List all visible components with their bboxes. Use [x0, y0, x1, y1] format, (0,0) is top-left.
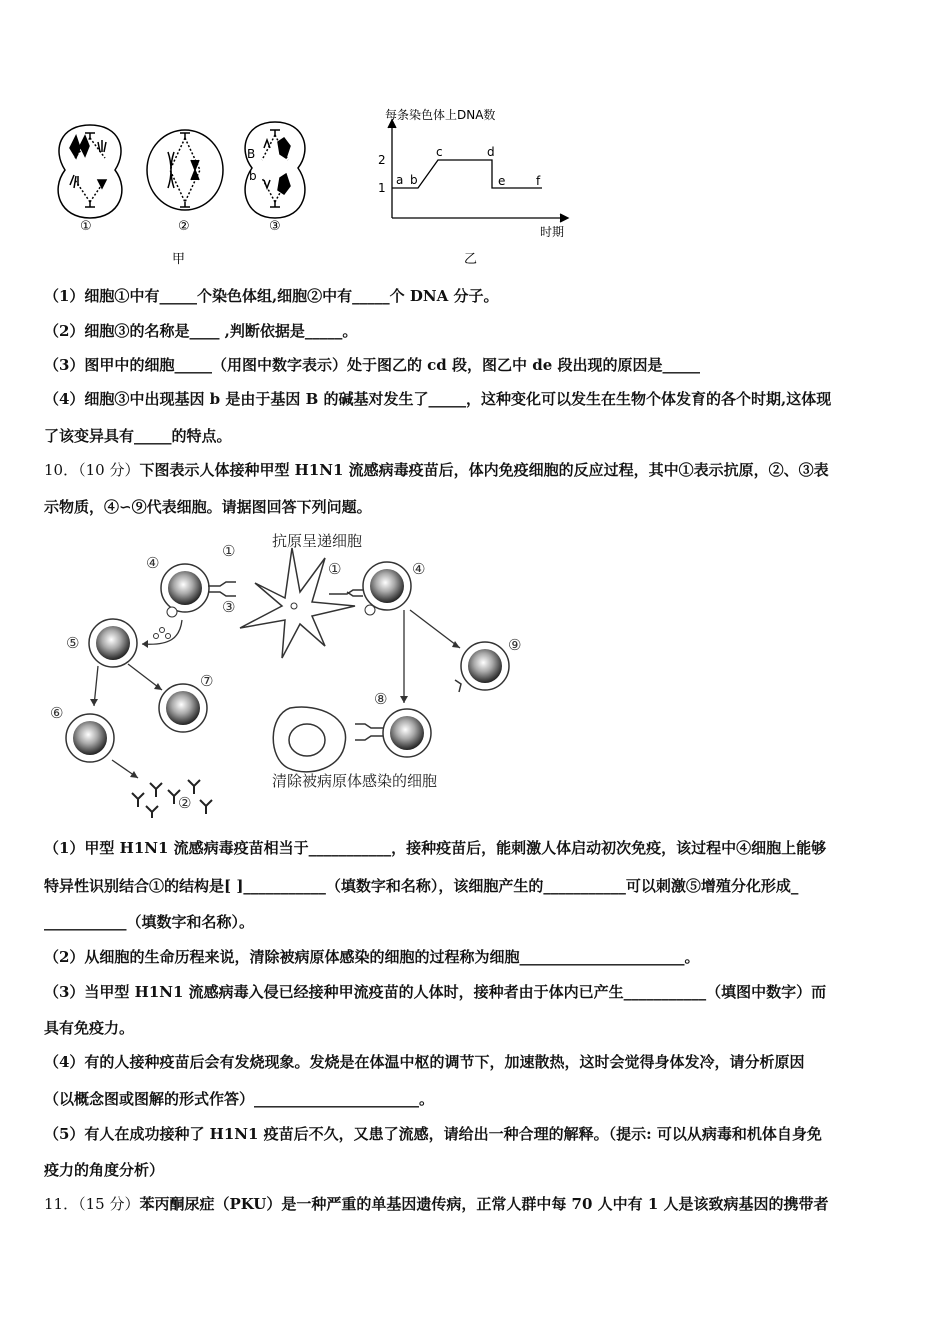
q10-part-2: （2）从细胞的生命历程来说，清除被病原体感染的细胞的过程称为细胞______________________。: [44, 948, 700, 966]
graph-ytick-1: 1: [378, 181, 386, 195]
q10-part-1a: （1）甲型 H1N1 流感病毒疫苗相当于___________，接种疫苗后，能刺激人体启动初次免疫，该过程中④细胞上能够: [44, 839, 827, 857]
marker-7: ⑦: [200, 672, 214, 690]
cell-label-2: ②: [178, 219, 190, 234]
graph-point-a: a: [396, 173, 404, 187]
dna-graph: [388, 120, 568, 222]
marker-1a: ①: [222, 542, 236, 560]
q10-part-5a: （5）有人在成功接种了 H1N1 疫苗后不久，又患了流感，请给出一种合理的解释。（提示: 可以从病毒和机体自身免: [44, 1125, 822, 1143]
graph-xlabel: 时期: [540, 225, 565, 239]
marker-4a: ④: [146, 554, 160, 572]
marker-1b: ①: [328, 560, 342, 578]
graph-point-b: b: [410, 173, 418, 187]
graph-point-f: f: [536, 174, 541, 188]
q10-score: （10 分）: [78, 461, 140, 479]
q9-part-1: （1）细胞①中有_____个染色体组,细胞②中有_____个 DNA 分子。: [44, 287, 499, 305]
q10-number: 10．: [44, 461, 79, 479]
graph-ylabel: 每条染色体上DNA数: [385, 108, 496, 122]
graph-ytick-2: 2: [378, 153, 386, 167]
q11-score: （15 分）: [78, 1195, 140, 1213]
caption-jia: 甲: [172, 252, 186, 267]
gene-label-b: b: [249, 169, 257, 183]
cell-label-1: ①: [80, 219, 92, 234]
q10-part-5b: 疫力的角度分析）: [44, 1161, 165, 1179]
q10-part-4a: （4）有的人接种疫苗后会有发烧现象。发烧是在体温中枢的调节下，加速散热，这时会觉得身体发冷，请分析原因: [44, 1053, 805, 1071]
cell-7: [159, 684, 207, 732]
marker-6: ⑥: [50, 704, 64, 722]
cell-8: [355, 709, 431, 757]
graph-point-e: e: [498, 174, 506, 188]
q10-part-1b: 特异性识别结合①的结构是[ ]___________（填数字和名称），该细胞产生的___________可以刺激⑤增殖分化形成_: [44, 877, 799, 895]
gene-label-B: B: [247, 147, 256, 161]
graph-point-d: d: [487, 145, 495, 159]
q9-part-4b: 了该变异具有_____的特点。: [44, 427, 232, 445]
marker-9: ⑨: [508, 636, 522, 654]
clear-label: 清除被病原体感染的细胞: [272, 772, 438, 790]
caption-yi: 乙: [464, 252, 478, 267]
q10-stem-line1: [44, 460, 829, 480]
q10-part-3a: （3）当甲型 H1N1 流感病毒入侵已经接种甲流疫苗的人体时，接种者由于体内已产生___________（填图中数字）而: [44, 983, 827, 1001]
marker-8: ⑧: [374, 690, 388, 708]
q9-part-3: （3）图甲中的细胞_____（用图中数字表示）处于图乙的 cd 段，图乙中 de 段出现的原因是_____: [44, 356, 700, 374]
apc-label: 抗原呈递细胞: [272, 532, 363, 550]
q9-part-4a: （4）细胞③中出现基因 b 是由于基因 B 的碱基对发生了_____，这种变化可以发生在生物个体发育的各个时期,这体现: [44, 390, 832, 408]
cell-1: [58, 125, 122, 218]
q10-part-4b: （以概念图或图解的形式作答）______________________。: [44, 1090, 435, 1108]
q10-part-1c: ___________（填数字和名称）。: [44, 913, 255, 931]
cell-6: [66, 714, 114, 762]
q10-stem-a: 下图表示人体接种甲型 H1N1 流感病毒疫苗后，体内免疫细胞的反应过程，其中①表示抗原，②、③表: [139, 461, 829, 479]
cell-2: [147, 130, 223, 210]
q9-part-2: （2）细胞③的名称是____ ,判断依据是_____。: [44, 322, 358, 340]
marker-2: ②: [178, 794, 192, 812]
q10-stem-line2: 示物质，④∽⑨代表细胞。请据图回答下列问题。: [44, 498, 372, 516]
antibodies: [132, 780, 212, 818]
cell-9: [455, 642, 509, 692]
immune-response-diagram: [50, 528, 550, 823]
marker-5: ⑤: [66, 634, 80, 652]
marker-3: ③: [222, 598, 236, 616]
q11-number: 11．: [44, 1195, 79, 1213]
q11-stem-text: 苯丙酮尿症（PKU）是一种严重的单基因遗传病，正常人群中每 70 人中有 1 人是该致病基因的携带者: [139, 1195, 829, 1213]
q11-stem: [44, 1194, 829, 1214]
infected-cell: [273, 707, 345, 772]
q10-part-3b: 具有免疫力。: [44, 1019, 135, 1037]
marker-4b: ④: [412, 560, 426, 578]
cell-5: [89, 619, 171, 667]
graph-point-c: c: [436, 145, 443, 159]
cell-label-3: ③: [269, 219, 281, 234]
cell-division-figure: [40, 100, 600, 275]
